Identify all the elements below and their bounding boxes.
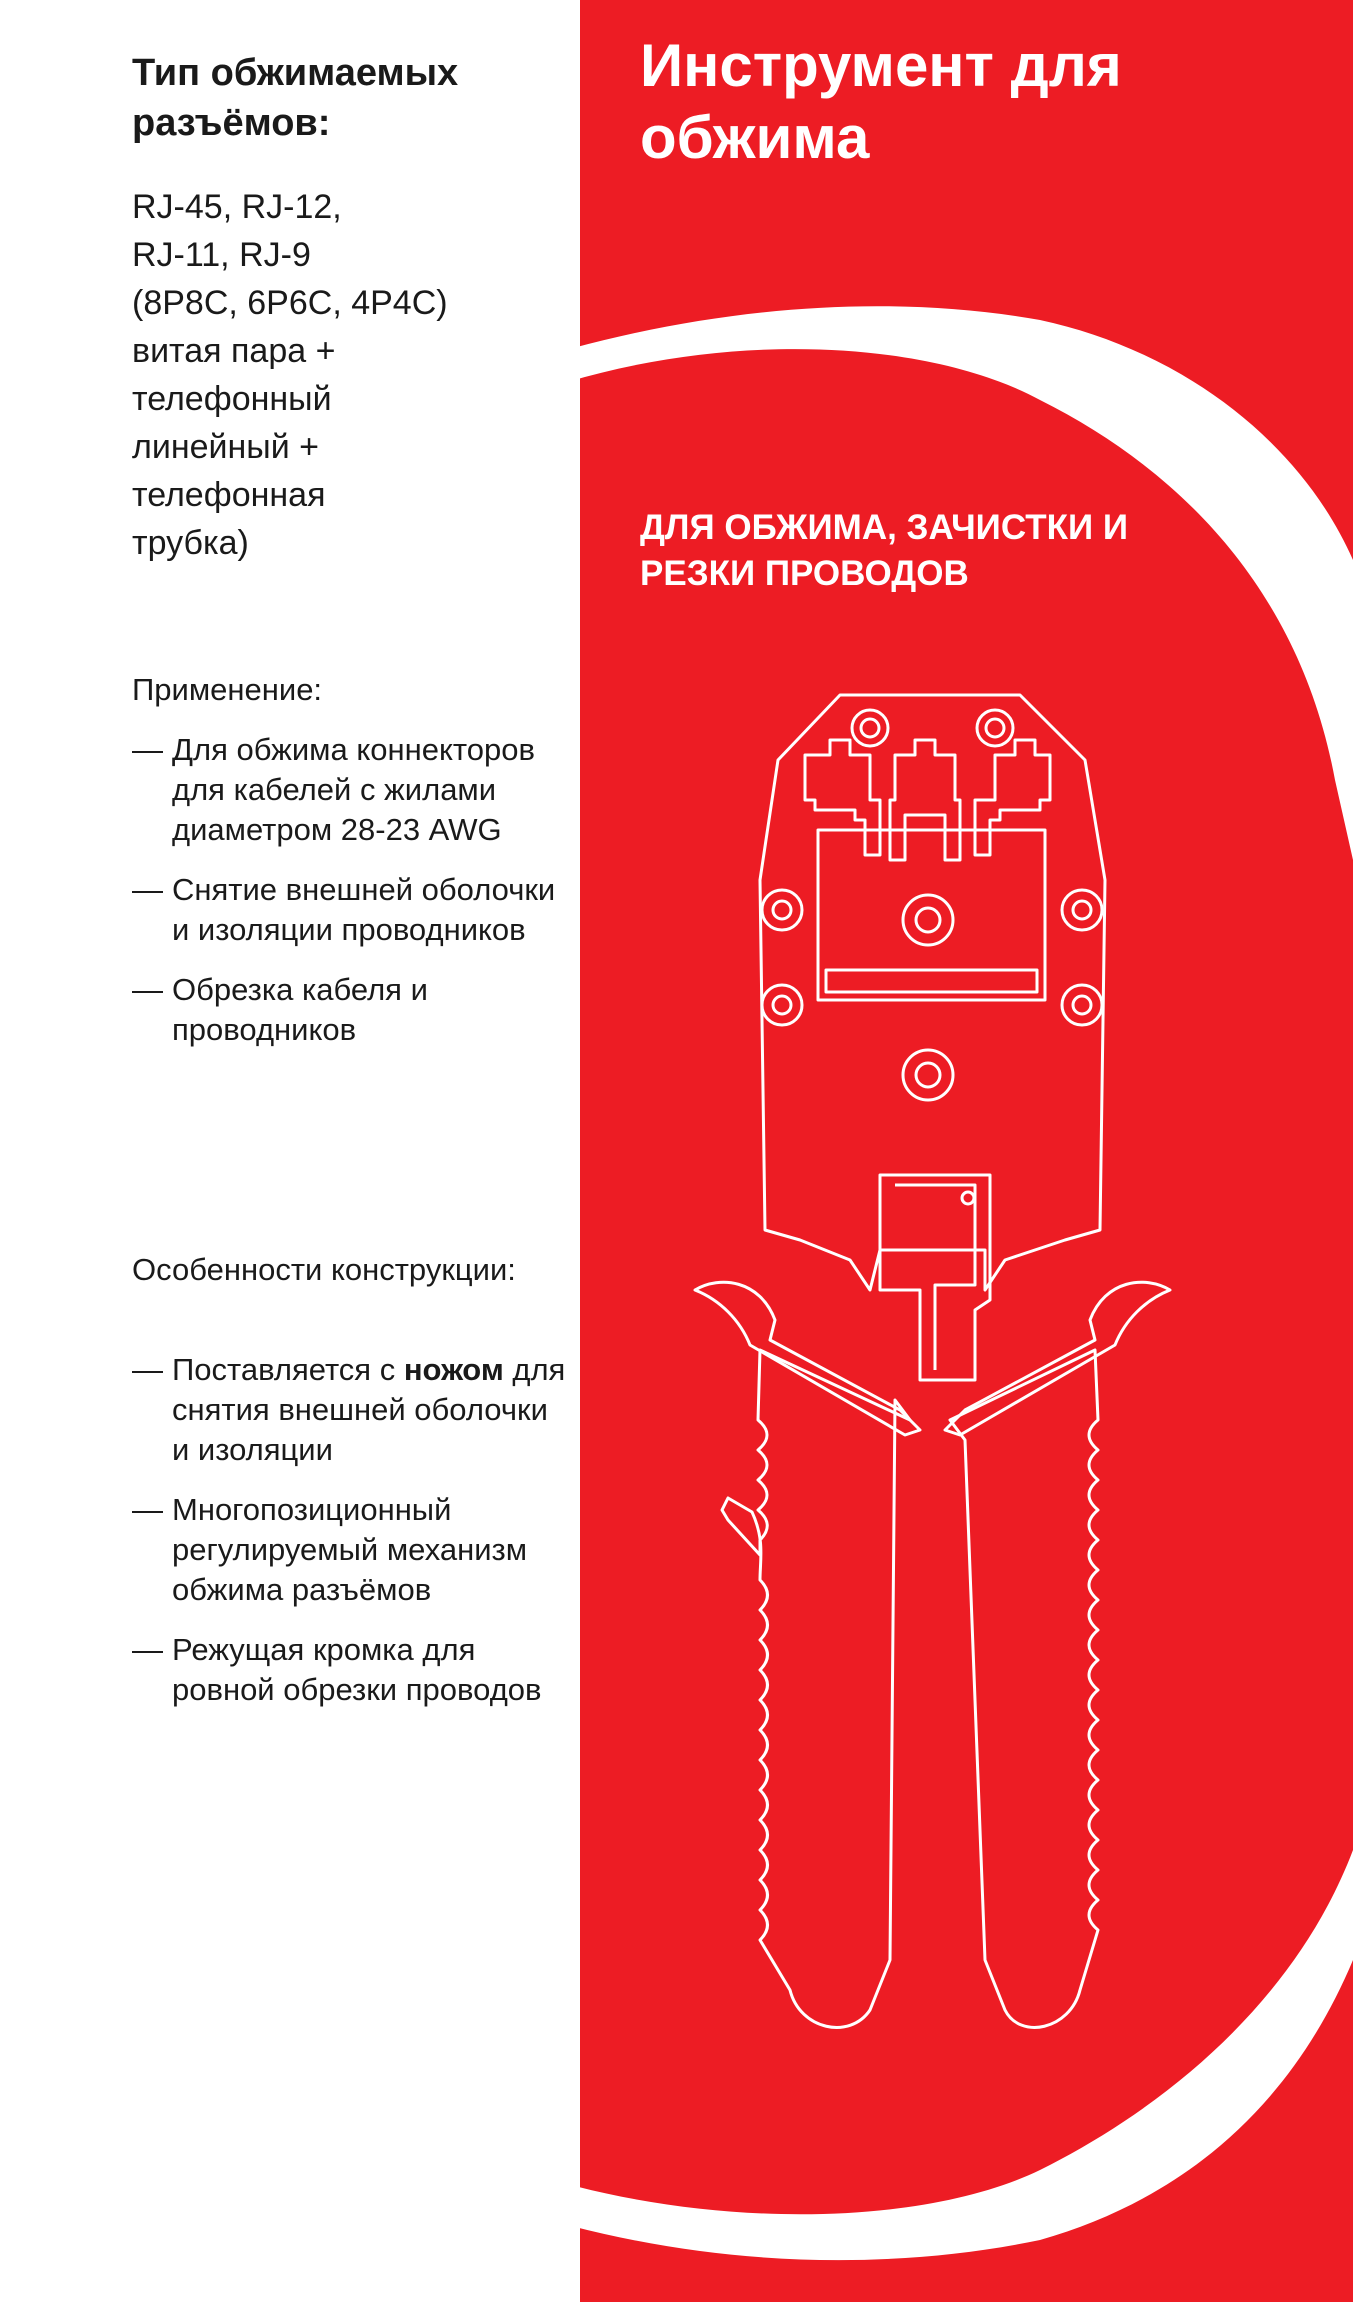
- connector-type-heading: Тип обжимаемых разъёмов:: [132, 52, 459, 144]
- list-item: [132, 1350, 572, 1470]
- feature-item-text-after: для снятия внешней оболочки и изоляции: [172, 1352, 566, 1467]
- list-item: [132, 1630, 572, 1710]
- dash-marker: —: [132, 972, 163, 1007]
- crimping-tool-icon: [695, 695, 1170, 2027]
- connector-line: телефонная: [132, 476, 326, 514]
- features-list: [132, 1350, 572, 1730]
- feature-item-bold: ножом: [403, 1352, 504, 1387]
- purpose-caption: ДЛЯ ОБЖИМА, ЗАЧИСТКИ И РЕЗКИ ПРОВОДОВ: [640, 508, 1129, 593]
- connector-line: трубка): [132, 524, 249, 562]
- dash-marker: —: [132, 872, 163, 907]
- usage-item-text: Для обжима коннекторов для кабелей с жилами диаметром 28-23 AWG: [172, 732, 535, 847]
- list-item: [132, 1490, 572, 1610]
- dash-marker: —: [132, 1492, 163, 1527]
- usage-item-text: Обрезка кабеля и проводников: [172, 972, 428, 1047]
- page-title: Инструмент для обжима: [640, 32, 1122, 171]
- connector-line: линейный +: [132, 428, 320, 466]
- list-item: [132, 970, 572, 1050]
- dash-marker: —: [132, 1352, 163, 1387]
- dash-marker: —: [132, 1632, 163, 1667]
- list-item: [132, 870, 572, 950]
- feature-item-text-before: Поставляется с: [172, 1352, 404, 1387]
- connector-line: RJ-45, RJ-12,: [132, 188, 342, 226]
- curved-arrow-icon-bottom: [455, 1850, 1353, 2260]
- connector-line: (8P8C, 6P6C, 4P4C): [132, 284, 448, 322]
- usage-heading: Применение:: [132, 672, 323, 707]
- dash-marker: —: [132, 732, 163, 767]
- feature-item-text: Режущая кромка для ровной обрезки проводов: [172, 1632, 542, 1707]
- connector-type-list: [132, 183, 562, 567]
- connector-line: RJ-11, RJ-9: [132, 236, 311, 274]
- connector-line: витая пара +: [132, 332, 336, 370]
- usage-list: [132, 730, 572, 1070]
- feature-item-text: Многопозиционный регулируемый механизм обжима разъёмов: [172, 1492, 528, 1607]
- features-heading: Особенности конструкции:: [132, 1252, 516, 1287]
- connector-line: телефонный: [132, 380, 332, 418]
- list-item: [132, 730, 572, 850]
- usage-item-text: Снятие внешней оболочки и изоляции проводников: [172, 872, 556, 947]
